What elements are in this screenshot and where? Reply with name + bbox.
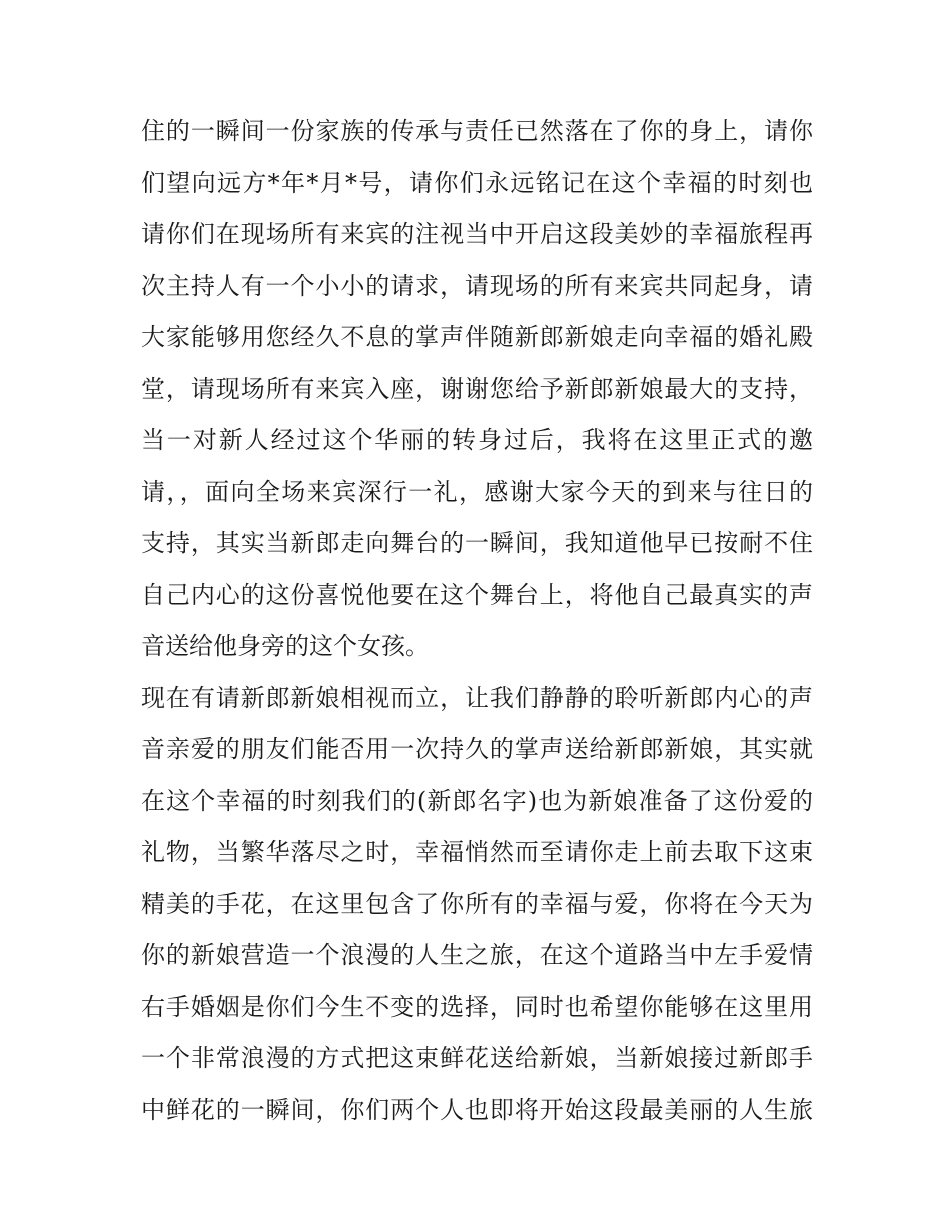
text-line: 住的一瞬间一份家族的传承与责任已然落在了你的身上，请你: [141, 117, 813, 145]
text-line: 现在有请新郎新娘相视而立，让我们静静的聆听新郎内心的声: [141, 683, 813, 712]
paragraph-1: [141, 106, 813, 673]
text-line: 请，，面向全场来宾深行一礼，感谢大家今天的到来与往日的: [141, 477, 813, 506]
text-line: 当一对新人经过这个华丽的转身过后，我将在这里正式的邀: [141, 426, 813, 454]
text-line: 请你们在现场所有来宾的注视当中开启这段美妙的幸福旅程再: [141, 220, 813, 248]
text-line: 你的新娘营造一个浪漫的人生之旅，在这个道路当中左手爱情: [141, 941, 813, 969]
text-line: 支持，其实当新郎走向舞台的一瞬间，我知道他早已按耐不住: [141, 529, 813, 557]
document-body: [141, 106, 813, 1136]
text-line: 精美的手花，在这里包含了你所有的幸福与爱，你将在今天为: [141, 889, 813, 918]
text-line: 音亲爱的朋友们能否用一次持久的掌声送给新郎新娘，其实就: [141, 735, 813, 763]
text-line: 们望向远方*年*月*号，请你们永远铭记在这个幸福的时刻也: [141, 168, 813, 197]
paragraph-2: [141, 673, 813, 1137]
text-line: 堂，请现场所有来宾入座，谢谢您给予新郎新娘最大的支持，: [141, 374, 813, 403]
text-line: 礼物，当繁华落尽之时，幸福悄然而至请你走上前去取下这束: [141, 838, 813, 866]
text-line: 自己内心的这份喜悦他要在这个舞台上，将他自己最真实的声: [141, 580, 813, 609]
text-line: 在这个幸福的时刻我们的(新郎名字)也为新娘准备了这份爱的: [141, 786, 813, 815]
text-line: 一个非常浪漫的方式把这束鲜花送给新娘，当新娘接过新郎手: [141, 1044, 813, 1072]
text-line: 右手婚姻是你们今生不变的选择，同时也希望你能够在这里用: [141, 992, 813, 1021]
text-line: 大家能够用您经久不息的掌声伴随新郎新娘走向幸福的婚礼殿: [141, 323, 813, 351]
text-line: 次主持人有一个小小的请求，请现场的所有来宾共同起身，请: [141, 271, 813, 300]
text-line: 中鲜花的一瞬间，你们两个人也即将开始这段最美丽的人生旅: [141, 1095, 813, 1124]
text-line: 音送给他身旁的这个女孩。: [141, 632, 429, 660]
